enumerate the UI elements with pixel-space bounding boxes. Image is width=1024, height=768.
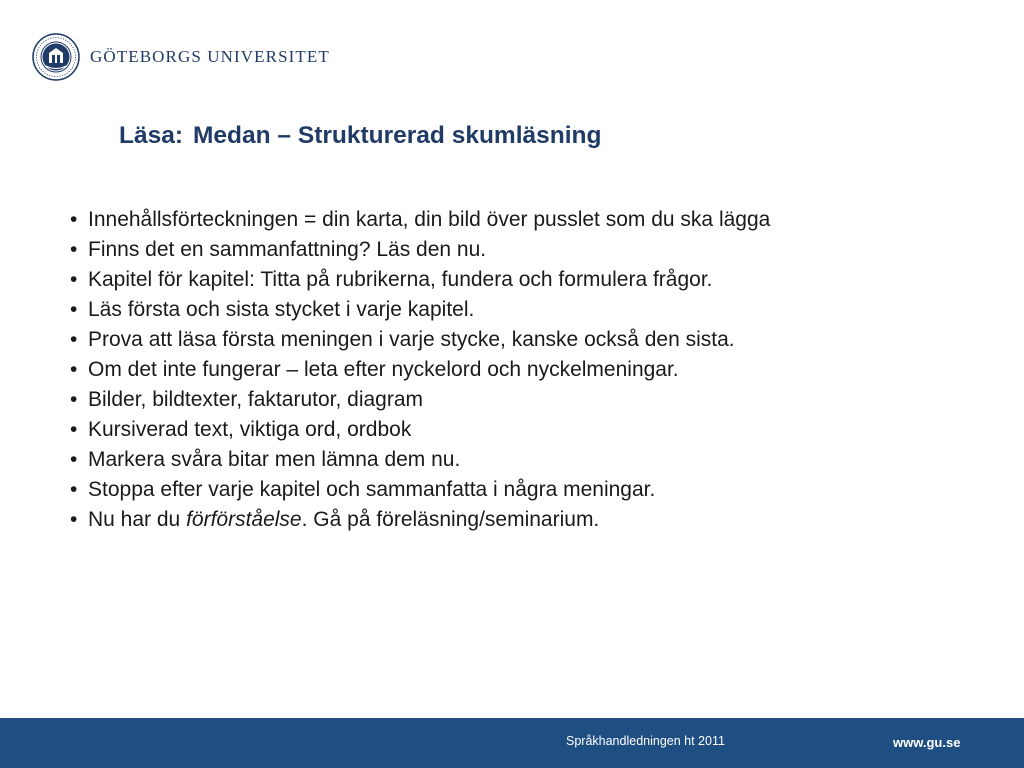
bullet-item: • Prova att läsa första meningen i varje stycke, kanske också den sista. [70, 328, 790, 352]
bullet-item: • Markera svåra bitar men lämna dem nu. [70, 448, 790, 472]
bullet-item: • Kapitel för kapitel: Titta på rubrikerna, fundera och formulera frågor. [70, 268, 790, 292]
bullet-emphasis: förförståelse [186, 508, 302, 531]
footer-bar [0, 718, 1024, 768]
university-name: GÖTEBORGS UNIVERSITET [90, 47, 330, 66]
title-label: Läsa: [119, 122, 184, 149]
bullet-item-last [70, 508, 790, 532]
bullet-item: • Stoppa efter varje kapitel och sammanfatta i några meningar. [70, 478, 790, 502]
university-logo [32, 33, 330, 81]
footer-url[interactable]: www.gu.se [893, 735, 961, 750]
slide-title [119, 122, 601, 150]
bullet-suffix: . Gå på föreläsning/seminarium. [301, 508, 600, 531]
bullet-item: • Innehållsförteckningen = din karta, din bild över pusslet som du ska lägga [70, 208, 790, 232]
bullet-item: • Kursiverad text, viktiga ord, ordbok [70, 418, 790, 442]
bullet-item: • Läs första och sista stycket i varje kapitel. [70, 298, 790, 322]
bullet-item: • Finns det en sammanfattning? Läs den nu. [70, 238, 790, 262]
footer-course: Språkhandledningen ht 2011 [566, 734, 725, 748]
university-seal-icon [32, 33, 80, 81]
title-text: Medan – Strukturerad skumläsning [193, 122, 602, 149]
bullet-item: • Bilder, bildtexter, faktarutor, diagram [70, 388, 790, 412]
bullet-item: • Om det inte fungerar – leta efter nyckelord och nyckelmeningar. [70, 358, 790, 382]
bullet-list [70, 208, 790, 538]
bullet-prefix: Nu har du [88, 508, 187, 531]
